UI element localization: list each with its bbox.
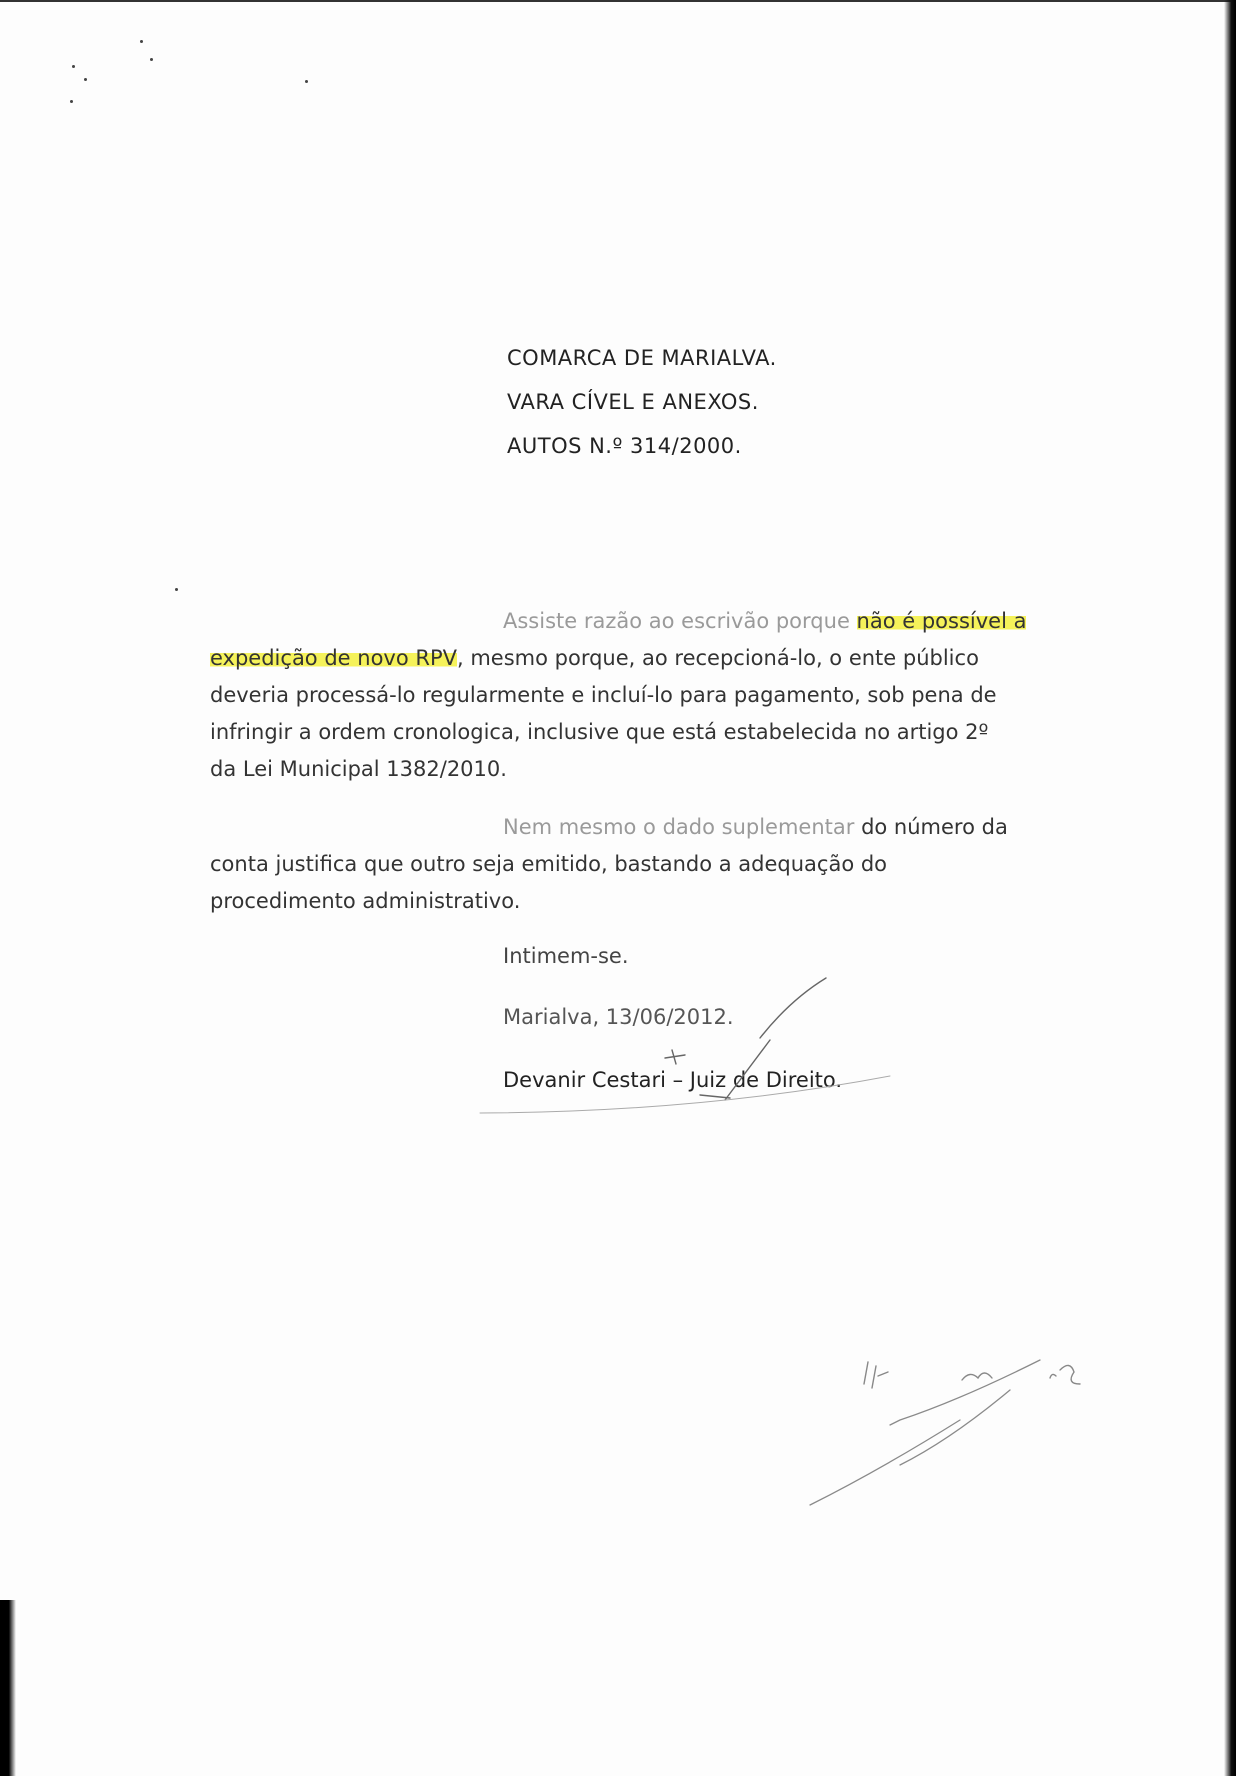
paragraph2-line3: procedimento administrativo.: [210, 889, 521, 913]
judge-signature: [480, 978, 890, 1113]
highlighted-text: expedição de novo RPV: [210, 646, 457, 670]
initials-flourish: [810, 1360, 1040, 1505]
paragraph1-line1-text: Assiste razão ao escrivão porque: [503, 609, 857, 633]
handwritten-date-note: [864, 1362, 1080, 1388]
paragraph2-line2: conta justifica que outro seja emitido, bastando a adequação do: [210, 852, 888, 876]
intimation-text: Intimem-se.: [503, 944, 629, 968]
paragraph1-line2-text: , mesmo porque, ao recepcioná-lo, o ente público: [457, 646, 979, 670]
place-and-date: Marialva, 13/06/2012.: [503, 1005, 734, 1029]
faded-text: Nem mesmo o dado suplementar: [503, 815, 855, 839]
signer-name: Devanir Cestari – Juiz de Direito.: [503, 1068, 843, 1092]
highlighted-text: não é possível a: [856, 609, 1027, 633]
paragraph1-line3: deveria processá-lo regularmente e incluí-lo para pagamento, sob pena de: [210, 683, 997, 707]
autos-number: AUTOS N.º 314/2000.: [507, 434, 742, 458]
paragraph1-line4: infringir a ordem cronologica, inclusive que está estabelecida no artigo 2º: [210, 720, 989, 744]
comarca-heading: COMARCA DE MARIALVA.: [507, 346, 777, 370]
vara-heading: VARA CÍVEL E ANEXOS.: [507, 390, 759, 414]
paragraph2-line1-text: do número da: [854, 815, 1008, 839]
paragraph1-line5: da Lei Municipal 1382/2010.: [210, 757, 507, 781]
